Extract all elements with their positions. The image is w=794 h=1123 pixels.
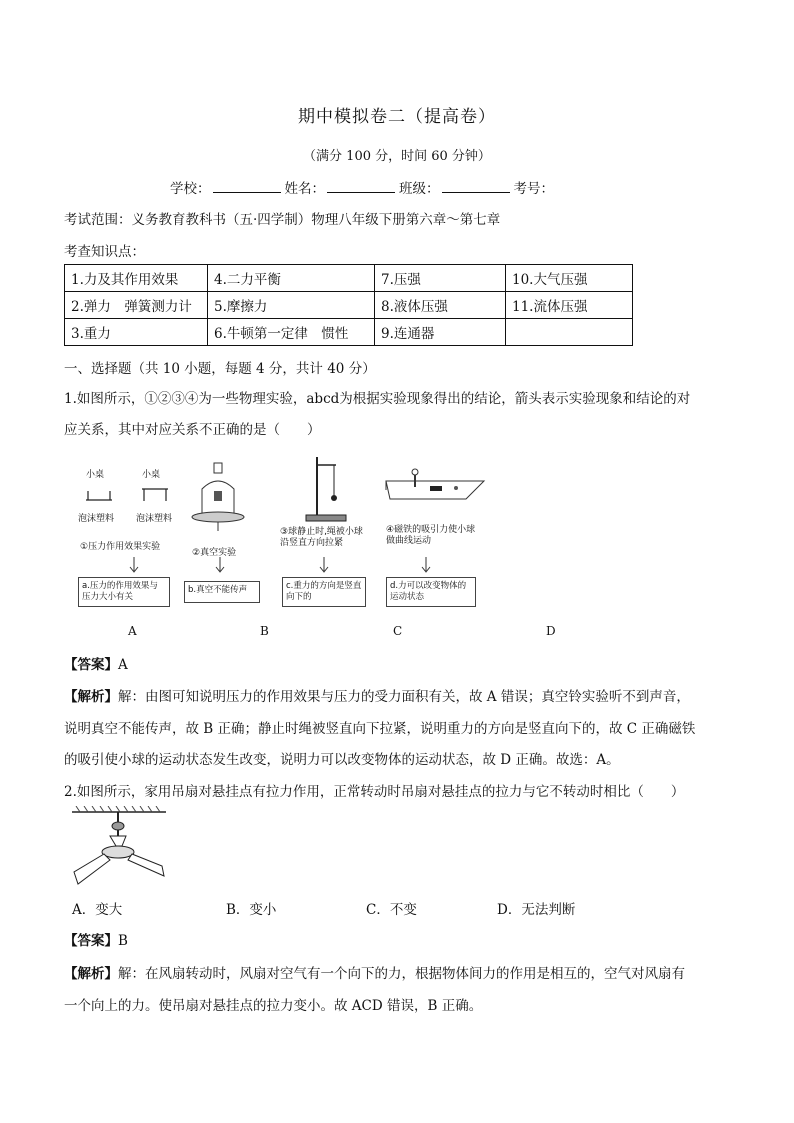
q2-answer: [64, 929, 128, 949]
student-info-fields: [170, 177, 554, 197]
conclusion-box-d: d.力可以改变物体的运动状态: [386, 577, 476, 607]
table-cell: 9.连通器: [375, 319, 506, 346]
table-cell: 4.二力平衡: [208, 265, 375, 292]
desk-label-2: 小桌: [142, 470, 161, 480]
q1-answer: [64, 653, 128, 673]
q1-analysis-line3: 的吸引使小球的运动状态发生改变，说明力可以改变物体的运动状态，故 D 正确。故选：A。: [64, 752, 620, 768]
name-blank[interactable]: [327, 180, 395, 193]
caption-3: ③球静止时,绳被小球沿竖直方向拉紧: [280, 527, 363, 548]
q1-analysis-line1: [64, 685, 690, 705]
table-cell: 10.大气压强: [506, 265, 633, 292]
table-cell: 1.力及其作用效果: [65, 265, 208, 292]
q1-stem-line1: 1.如图所示，①②③④为一些物理实验，abcd为根据实验现象得出的结论，箭头表示实验现象和结论的对: [64, 391, 691, 407]
figure-letter-b: B: [260, 624, 269, 638]
table-cell: 8.液体压强: [375, 292, 506, 319]
name-label: 姓名：: [284, 181, 325, 197]
figure-letter-a: A: [128, 624, 137, 638]
desk-label-1: 小桌: [86, 470, 105, 480]
caption-4: ④磁铁的吸引力使小球做曲线运动: [386, 525, 476, 546]
table-row: [65, 292, 633, 319]
knowledge-points-title: 考查知识点：: [64, 244, 145, 260]
foam-label-1: 泡沫塑料: [78, 514, 115, 524]
conclusion-box-c: c.重力的方向是竖直向下的: [282, 577, 366, 607]
q2-stem: 2.如图所示，家用吊扇对悬挂点有拉力作用，正常转动时吊扇对悬挂点的拉力与它不转动时相比（ ）: [64, 784, 685, 800]
knowledge-points-table: [64, 264, 633, 346]
figure-letter-c: C: [393, 624, 403, 638]
exam-scope: 考试范围：义务教育教科书（五·四学制）物理八年级下册第六章～第七章: [64, 212, 501, 228]
answer-value: A: [118, 657, 128, 673]
table-cell: 7.压强: [375, 265, 506, 292]
answer-label: 【答案】: [64, 933, 118, 949]
school-blank[interactable]: [213, 180, 281, 193]
caption-2: ②真空实验: [192, 548, 237, 558]
analysis-label: 【解析】: [64, 966, 118, 982]
table-cell: [506, 319, 633, 346]
q1-stem-line2: 应关系，其中对应关系不正确的是（ ）: [64, 422, 321, 438]
analysis-label: 【解析】: [64, 689, 118, 705]
table-cell: 5.摩擦力: [208, 292, 375, 319]
table-cell: 6.牛顿第一定律 惯性: [208, 319, 375, 346]
foam-label-2: 泡沫塑料: [136, 514, 173, 524]
page-title: 期中模拟卷二（提高卷）: [298, 107, 496, 127]
answer-value: B: [118, 933, 128, 949]
conclusion-box-b: b.真空不能传声: [184, 581, 260, 603]
q2-option-c[interactable]: C．不变: [366, 902, 417, 918]
table-row: [65, 265, 633, 292]
caption-1: ①压力作用效果实验: [80, 542, 161, 552]
table-cell: 2.弹力 弹簧测力计: [65, 292, 208, 319]
number-label: 考号：: [513, 181, 554, 197]
q2-option-b[interactable]: B．变小: [226, 902, 277, 918]
q1-analysis-line2: 说明真空不能传声，故 B 正确；静止时绳被竖直向下拉紧，说明重力的方向是竖直向下的，故 C 正确磁铁: [64, 721, 696, 737]
school-label: 学校：: [170, 181, 211, 197]
q2-option-a[interactable]: A．变大: [72, 902, 123, 918]
class-blank[interactable]: [442, 180, 510, 193]
answer-label: 【答案】: [64, 657, 118, 673]
figure-letter-d: D: [546, 624, 556, 638]
q2-option-d[interactable]: D．无法判断: [497, 902, 576, 918]
conclusion-box-a: a.压力的作用效果与压力大小有关: [78, 577, 170, 607]
table-cell: 3.重力: [65, 319, 208, 346]
page-subtitle: （满分 100 分，时间 60 分钟）: [303, 149, 491, 164]
analysis-text: 解：在风扇转动时，风扇对空气有一个向下的力，根据物体间力的作用是相互的，空气对风扇有: [118, 966, 685, 982]
table-row: [65, 319, 633, 346]
q1-figure: [74, 455, 494, 615]
ceiling-fan-figure: [70, 806, 170, 890]
q2-analysis-line1: [64, 962, 685, 982]
class-label: 班级：: [399, 181, 440, 197]
section-heading: 一、选择题（共 10 小题，每题 4 分，共计 40 分）: [64, 361, 376, 377]
table-cell: 11.流体压强: [506, 292, 633, 319]
q2-analysis-line2: 一个向上的力。使吊扇对悬挂点的拉力变小。故 ACD 错误，B 正确。: [64, 998, 483, 1014]
analysis-text: 解：由图可知说明压力的作用效果与压力的受力面积有关，故 A 错误；真空铃实验听不到声音，: [118, 689, 690, 705]
